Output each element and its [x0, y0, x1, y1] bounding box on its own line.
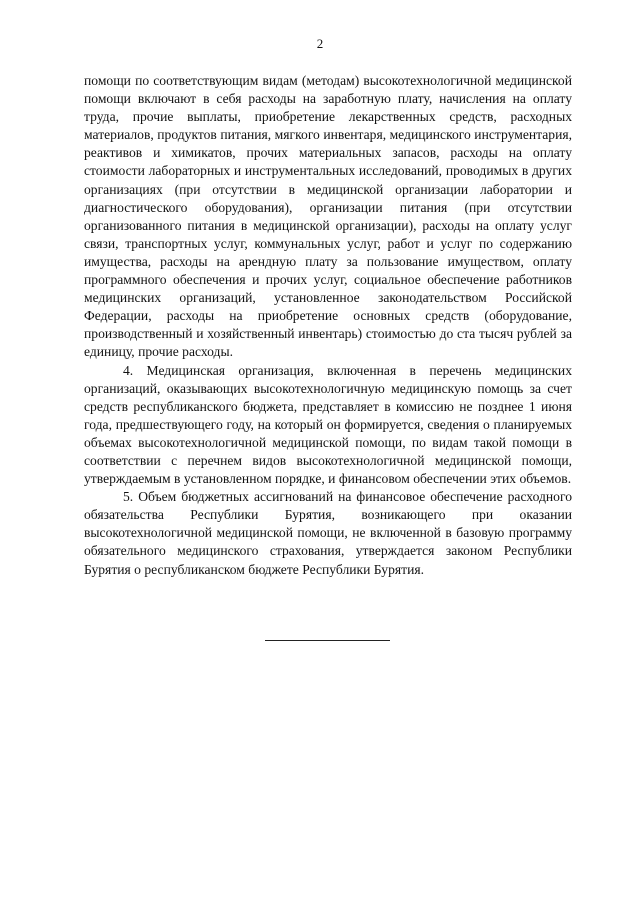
paragraph-item-4: 4. Медицинская организация, включенная в перечень медицинских организаций, оказывающих высокотехнологичную медицинскую помощь за счет средств республиканского бюджета, представляет в комиссию не позднее 1 июня года, предшествующего году, на который он формируется, сведения о планируемых объемах высокотехнологичной медицинской помощи, по видам такой помощи в соответствии с перечнем видов высокотехнологичной медицинской помощи, утверждаемым в установленном порядке, и финансовом обеспечении этих объемов. — [84, 362, 572, 487]
document-body — [84, 72, 572, 579]
paragraph-continuation: помощи по соответствующим видам (методам) высокотехнологичной медицинской помощи включают в себя расходы на заработную плату, начисления на оплату труда, прочие выплаты, приобретение лекарственных средств, расходных материалов, продуктов питания, мягкого инвентаря, медицинского инструментария, реактивов и химикатов, прочих материальных запасов, расходы на оплату стоимости лабораторных и инструментальных исследований, проводимых в других организациях (при отсутствии в медицинской организации лаборатории и диагностического оборудования), организации питания (при отсутствии организованного питания в медицинской организации), расходы на оплату услуг связи, транспортных услуг, коммунальных услуг, работ и услуг по содержанию имущества, расходы на арендную плату за пользование имуществом, оплату программного обеспечения и прочих услуг, социальное обеспечение работников медицинских организаций, установленное законодательством Российской Федерации, расходы на приобретение основных средств (оборудование, производственный и хозяйственный инвентарь) стоимостью до ста тысяч рублей за единицу, прочие расходы. — [84, 73, 572, 360]
paragraph-item-5: 5. Объем бюджетных ассигнований на финансовое обеспечение расходного обязательства Республики Бурятия, возникающего при оказании высокотехнологичной медицинской помощи, не включенной в базовую программу обязательного медицинского страхования, утверждается законом Республики Бурятия о республиканском бюджете Республики Бурятия. — [84, 489, 572, 577]
page-number: 2 — [316, 36, 324, 51]
closing-divider-line — [265, 640, 390, 641]
